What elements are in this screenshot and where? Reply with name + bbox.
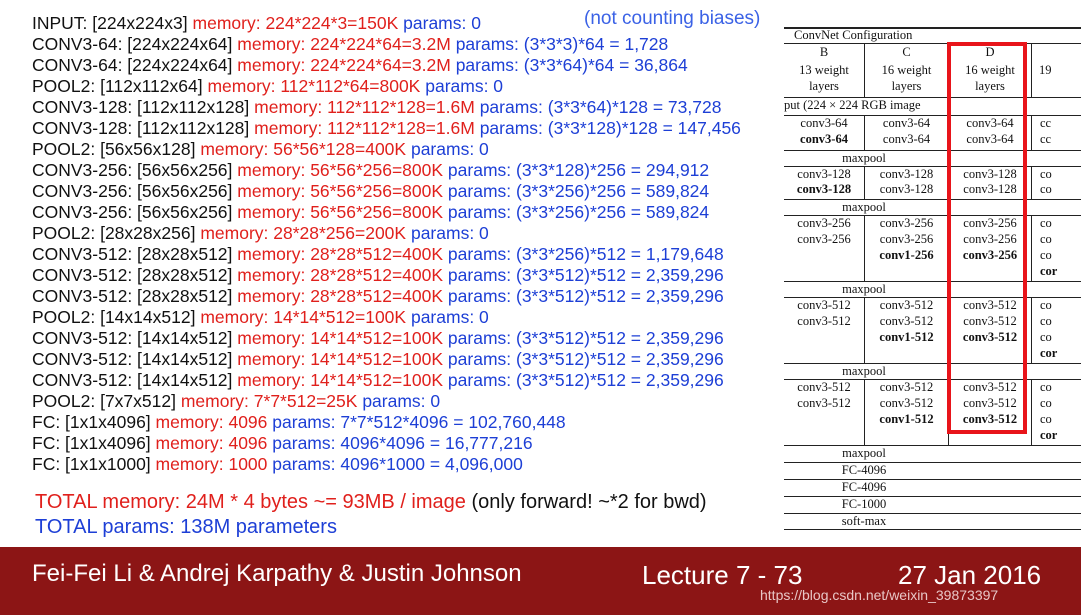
layer-row [32,223,741,244]
layer-name: CONV3-512: [28x28x512] [32,265,233,285]
col-b-weight: 13 weight [799,63,849,77]
table-rule [1031,43,1032,97]
c-conv: conv1-512 [879,330,934,344]
b-conv: conv3-128 [796,182,852,196]
b-conv: conv3-256 [797,216,851,230]
b-conv: conv3-512 [797,396,851,410]
c-conv: conv1-512 [879,412,934,426]
c-conv: conv3-512 [879,298,934,312]
layer-name: CONV3-64: [224x224x64] [32,34,233,54]
layer-row [32,370,741,391]
layer-params: params: (3*3*512)*512 = 2,359,296 [447,265,724,285]
e-conv: co [1040,412,1052,426]
fc-row: FC-4096 [841,463,887,477]
table-rule [1031,215,1032,281]
layer-row [32,328,741,349]
col-d-weight: 16 weight [965,63,1015,77]
layer-params: params: (3*3*512)*512 = 2,359,296 [447,349,724,369]
d-conv: conv3-512 [963,396,1017,410]
layer-params: params: (3*3*64)*128 = 73,728 [479,97,722,117]
layer-name: POOL2: [112x112x64] [32,76,203,96]
layer-params: params: (3*3*64)*64 = 36,864 [455,55,688,75]
e-conv: cc [1040,132,1052,146]
layer-memory: memory: 28*28*256=200K [200,223,407,243]
c-conv: conv3-256 [879,216,934,230]
layer-row [32,391,741,412]
c-conv: conv3-512 [879,314,934,328]
c-conv: conv3-128 [879,167,934,181]
layer-row [32,13,741,34]
col-d-layers: layers [975,79,1005,93]
layer-params: params: (3*3*256)*512 = 1,179,648 [447,244,724,264]
d-conv: conv3-512 [963,314,1017,328]
layer-memory: memory: 14*14*512=100K [237,328,444,348]
input-row: put (224 × 224 RGB image [784,98,921,112]
layer-params: params: (3*3*256)*256 = 589,824 [447,181,710,201]
config-title: ConvNet Configuration [794,28,913,42]
maxpool-row: maxpool [842,200,886,214]
layer-row [32,412,741,433]
layer-memory: memory: 4096 [155,433,268,453]
c-conv: conv3-256 [879,232,934,246]
col-d-header: D [985,45,995,59]
layer-params: params: 0 [410,307,489,327]
d-conv: conv3-512 [963,380,1017,394]
layer-name: CONV3-512: [14x14x512] [32,328,233,348]
layer-name: INPUT: [224x224x3] [32,13,188,33]
layer-params: params: (3*3*128)*256 = 294,912 [447,160,710,180]
layer-params: params: (3*3*3)*64 = 1,728 [455,34,669,54]
layer-memory: memory: 7*7*512=25K [180,391,358,411]
maxpool-row: maxpool [842,151,886,165]
layer-name: CONV3-256: [56x56x256] [32,181,233,201]
table-rule [784,43,1081,44]
layer-params: params: 0 [410,223,489,243]
layer-params: params: (3*3*512)*512 = 2,359,296 [447,328,724,348]
c-conv: conv3-512 [879,380,934,394]
e-conv: co [1040,167,1052,181]
biases-note: (not counting biases) [584,8,761,29]
layer-row [32,76,741,97]
e-conv: co [1040,380,1052,394]
layer-memory: memory: 56*56*256=800K [237,160,444,180]
footer-authors: Fei-Fei Li & Andrej Karpathy & Justin Johnson [32,560,522,587]
col-c-weight: 16 weight [881,63,932,77]
b-conv: conv3-128 [797,167,851,181]
layer-name: FC: [1x1x1000] [32,454,151,474]
layer-memory: memory: 224*224*3=150K [192,13,399,33]
layer-row [32,454,741,475]
d-conv: conv3-256 [963,232,1017,246]
col-b-layers: layers [809,79,839,93]
footer-lecture: Lecture 7 - 73 [642,560,803,590]
table-rule [1031,166,1032,199]
convnet-config-table [782,26,1081,531]
fc-row: FC-1000 [841,497,887,511]
layer-memory: memory: 1000 [155,454,268,474]
layer-name: POOL2: [14x14x512] [32,307,196,327]
layer-params: params: 4096*1000 = 4,096,000 [272,454,523,474]
layer-row [32,97,741,118]
e-conv: co [1040,248,1052,262]
maxpool-row: maxpool [842,282,886,296]
layer-name: FC: [1x1x4096] [32,412,151,432]
layer-memory: memory: 14*14*512=100K [237,370,444,390]
total-memory: TOTAL memory: 24M * 4 bytes ~= 93MB / image [35,491,466,513]
e-conv: cor [1040,428,1058,442]
softmax-row: soft-max [841,514,887,528]
layer-memory: memory: 28*28*512=400K [237,265,444,285]
layer-params: params: 7*7*512*4096 = 102,760,448 [272,412,566,432]
maxpool-row: maxpool [842,364,886,378]
layer-params: params: 0 [410,139,489,159]
layer-name: CONV3-512: [28x28x512] [32,286,233,306]
c-conv: conv1-256 [879,248,934,262]
d-conv: conv3-128 [963,182,1017,196]
layer-memory: memory: 4096 [155,412,268,432]
layer-params: params: (3*3*512)*512 = 2,359,296 [447,286,724,306]
layer-name: CONV3-128: [112x112x128] [32,97,250,117]
layer-row [32,202,741,223]
layer-memory: memory: 56*56*256=800K [237,181,444,201]
layer-params: params: (3*3*256)*256 = 589,824 [447,202,710,222]
table-rule [784,529,1081,530]
layer-params: params: (3*3*128)*128 = 147,456 [479,118,741,138]
b-conv: conv3-256 [797,232,851,246]
d-conv: conv3-64 [966,132,1014,146]
layer-memory: memory: 14*14*512=100K [200,307,407,327]
e-conv: cor [1040,264,1058,278]
b-conv: conv3-512 [797,380,851,394]
total-params: TOTAL params: 138M parameters [35,516,337,538]
layer-params: params: 4096*4096 = 16,777,216 [272,433,533,453]
e-conv: co [1040,216,1052,230]
col-c-layers: layers [891,79,922,93]
table-rule [1031,297,1032,363]
layer-list [32,13,741,475]
e-conv: co [1040,396,1052,410]
layer-memory: memory: 112*112*128=1.6M [254,118,475,138]
d-conv: conv3-256 [962,248,1018,262]
layer-name: POOL2: [56x56x128] [32,139,196,159]
layer-name: CONV3-256: [56x56x256] [32,202,233,222]
layer-row [32,118,741,139]
layer-row [32,181,741,202]
layer-name: CONV3-256: [56x56x256] [32,160,233,180]
layer-params: params: 0 [403,13,481,33]
d-conv: conv3-64 [966,116,1014,130]
layer-memory: memory: 224*224*64=3.2M [237,55,451,75]
col-c-header: C [902,45,911,59]
column-d-highlight [947,42,1027,434]
b-conv: conv3-64 [800,132,848,146]
e-conv: co [1040,182,1052,196]
layer-row [32,139,741,160]
layer-row [32,307,741,328]
layer-name: POOL2: [7x7x512] [32,391,176,411]
c-conv: conv3-512 [879,396,934,410]
watermark: https://blog.csdn.net/weixin_39873397 [760,587,999,603]
e-conv: cc [1040,116,1052,130]
b-conv: conv3-512 [797,314,851,328]
c-conv: conv3-64 [882,116,931,130]
layer-name: POOL2: [28x28x256] [32,223,196,243]
layer-name: CONV3-512: [14x14x512] [32,349,233,369]
layer-memory: memory: 56*56*256=800K [237,202,444,222]
layer-name: CONV3-128: [112x112x128] [32,118,250,138]
c-conv: conv3-128 [879,182,934,196]
total-memory-line [35,491,707,514]
b-conv: conv3-512 [797,298,851,312]
layer-row [32,160,741,181]
layer-name: CONV3-64: [224x224x64] [32,55,233,75]
layer-row [32,244,741,265]
col-e-weight: 19 [1039,63,1052,77]
layer-name: FC: [1x1x4096] [32,433,151,453]
total-memory-note: (only forward! ~*2 for bwd) [471,491,707,513]
b-conv: conv3-64 [800,116,848,130]
layer-params: params: 0 [362,391,441,411]
d-conv: conv3-512 [962,412,1018,426]
layer-row [32,433,741,454]
col-b-header: B [819,45,829,59]
d-conv: conv3-256 [963,216,1017,230]
layer-memory: memory: 112*112*128=1.6M [254,97,475,117]
d-conv: conv3-512 [962,330,1018,344]
table-rule [1031,379,1032,445]
footer-bar [0,547,1081,615]
layer-row [32,349,741,370]
layer-name: CONV3-512: [28x28x512] [32,244,233,264]
layer-memory: memory: 112*112*64=800K [207,76,421,96]
maxpool-row: maxpool [842,446,886,460]
footer-date: 27 Jan 2016 [898,560,1042,590]
layer-memory: memory: 56*56*128=400K [200,139,407,159]
table-rule [1031,115,1032,150]
layer-memory: memory: 28*28*512=400K [237,286,444,306]
layer-memory: memory: 224*224*64=3.2M [237,34,451,54]
fc-row: FC-4096 [841,480,887,494]
e-conv: co [1040,330,1052,344]
layer-row [32,265,741,286]
layer-params: params: (3*3*512)*512 = 2,359,296 [447,370,724,390]
d-conv: conv3-512 [963,298,1017,312]
c-conv: conv3-64 [882,132,931,146]
e-conv: co [1040,314,1052,328]
layer-params: params: 0 [425,76,504,96]
layer-memory: memory: 28*28*512=400K [237,244,444,264]
layer-name: CONV3-512: [14x14x512] [32,370,233,390]
layer-row [32,55,741,76]
e-conv: co [1040,298,1052,312]
e-conv: co [1040,232,1052,246]
d-conv: conv3-128 [963,167,1017,181]
layer-memory: memory: 14*14*512=100K [237,349,444,369]
layer-row [32,286,741,307]
e-conv: cor [1040,346,1058,360]
layer-row [32,34,741,55]
